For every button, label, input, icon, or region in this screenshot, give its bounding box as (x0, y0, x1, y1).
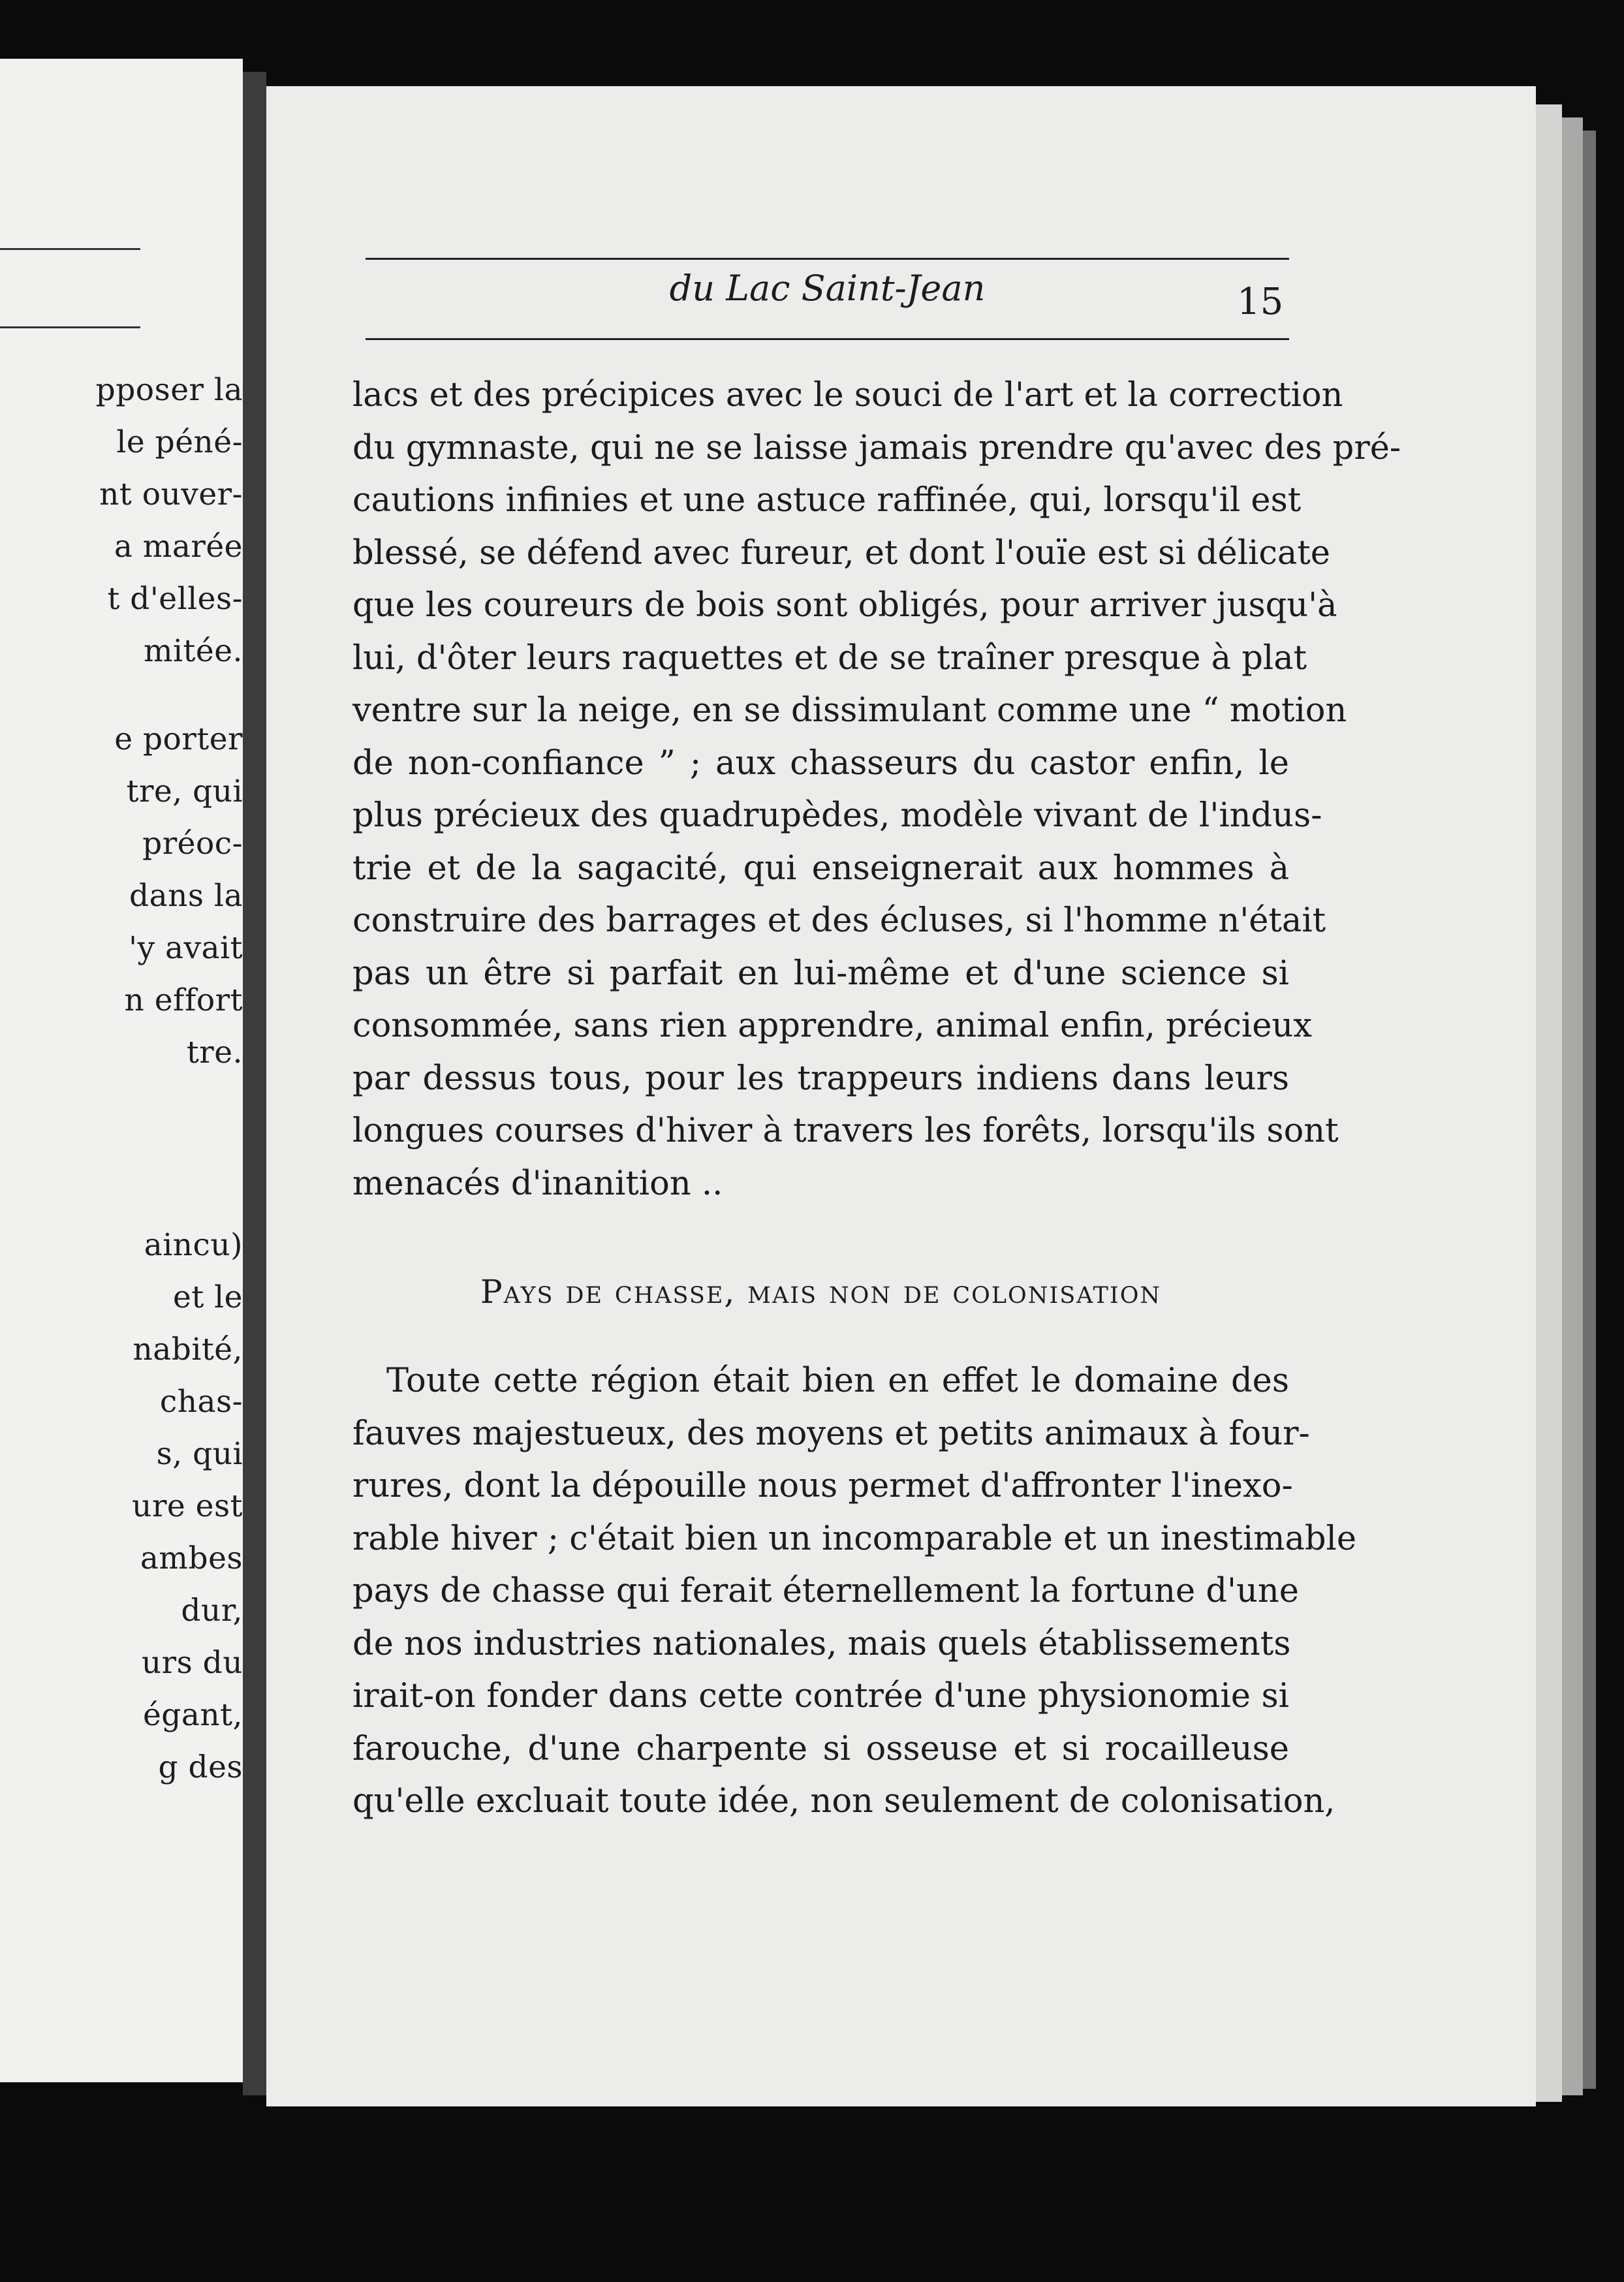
text-line: lacs et des précipices avec le souci de l'art et la correction (352, 376, 1343, 414)
left-page-line: n effort (124, 982, 243, 1018)
text-line: rable hiver ; c'était bien un incomparable et un inestimable (352, 1520, 1357, 1558)
text-line: construire des barrages et des écluses, si l'homme n'était (352, 901, 1326, 940)
left-page-line: le péné- (116, 424, 243, 460)
text-line: longues courses d'hiver à travers les forêts, lorsqu'ils sont (352, 1112, 1339, 1150)
left-page-line: tre. (186, 1035, 243, 1071)
left-page-line: ure est (132, 1488, 243, 1524)
text-line: que les coureurs de bois sont obligés, pour arriver jusqu'à (352, 586, 1337, 625)
book-gutter (243, 72, 266, 2095)
text-line: ventre sur la neige, en se dissimulant comme une “ motion (352, 691, 1347, 730)
text-line: Toute cette région était bien en effet le domaine des (386, 1362, 1289, 1400)
left-page-line: pposer la (95, 372, 243, 408)
text-line: irait-on fonder dans cette contrée d'une physionomie si (352, 1677, 1289, 1715)
left-page-line: aincu) (144, 1227, 243, 1263)
text-line: lui, d'ôter leurs raquettes et de se traîner presque à plat (352, 639, 1307, 678)
running-title: du Lac Saint-Jean (669, 268, 986, 309)
text-line: blessé, se défend avec fureur, et dont l'ouïe est si délicate (352, 534, 1330, 572)
text-line: de nos industries nationales, mais quels établissements (352, 1625, 1291, 1663)
page-edge (1536, 104, 1562, 2102)
text-line: plus précieux des quadrupèdes, modèle vivant de l'indus- (352, 796, 1322, 835)
left-page-header-rule-top (0, 248, 140, 250)
left-page-line: s, qui (156, 1436, 243, 1472)
text-line: fauves majestueux, des moyens et petits animaux à four- (352, 1415, 1310, 1453)
text-line: farouche, d'une charpente si osseuse et si rocailleuse (352, 1730, 1289, 1768)
left-page-line: 'y avait (129, 930, 243, 966)
left-page-line: et le (173, 1279, 243, 1315)
text-line: rures, dont la dépouille nous permet d'affronter l'inexo- (352, 1467, 1293, 1505)
page-edge (1562, 117, 1583, 2095)
left-page-line: urs du (141, 1645, 243, 1681)
left-page-line: tre, qui (126, 774, 243, 809)
text-line: par dessus tous, pour les trappeurs indiens dans leurs (352, 1059, 1289, 1098)
left-page-fragment (0, 59, 243, 2082)
text-line: qu'elle excluait toute idée, non seulement de colonisation, (352, 1782, 1335, 1821)
section-heading: Pays de chasse, mais non de colonisation (480, 1273, 1162, 1311)
page-edge (1583, 131, 1596, 2089)
left-page-line: ambes (140, 1540, 243, 1576)
page-number: 15 (1237, 281, 1284, 323)
left-page-line: mitée. (143, 633, 243, 669)
header-rule-bottom (366, 338, 1289, 340)
text-line: menacés d'inanition .. (352, 1164, 723, 1203)
left-page-line: nabité, (133, 1332, 243, 1368)
left-page-line: nt ouver- (99, 477, 243, 512)
left-page-line: dans la (129, 878, 243, 914)
left-page-line: a marée (114, 529, 243, 565)
text-line: pays de chasse qui ferait éternellement la fortune d'une (352, 1572, 1299, 1610)
text-line: de non-confiance ” ; aux chasseurs du castor enfin, le (352, 744, 1289, 783)
left-page-line: dur, (181, 1593, 243, 1629)
text-line: pas un être si parfait en lui-même et d'une science si (352, 954, 1289, 993)
left-page-line: égant, (142, 1697, 243, 1733)
text-line: du gymnaste, qui ne se laisse jamais prendre qu'avec des pré- (352, 429, 1401, 467)
left-page-header-rule-bottom (0, 326, 140, 328)
left-page-line: g des (158, 1749, 243, 1785)
text-line: trie et de la sagacité, qui enseignerait aux hommes à (352, 849, 1289, 888)
left-page-line: préoc- (142, 826, 243, 862)
left-page-line: t d'elles- (107, 581, 243, 617)
text-line: cautions infinies et une astuce raffinée, qui, lorsqu'il est (352, 481, 1302, 520)
left-page-line: chas- (159, 1384, 243, 1420)
left-page-line: e porter (114, 721, 243, 757)
text-line: consommée, sans rien apprendre, animal enfin, précieux (352, 1007, 1313, 1045)
header-rule-top (366, 258, 1289, 260)
